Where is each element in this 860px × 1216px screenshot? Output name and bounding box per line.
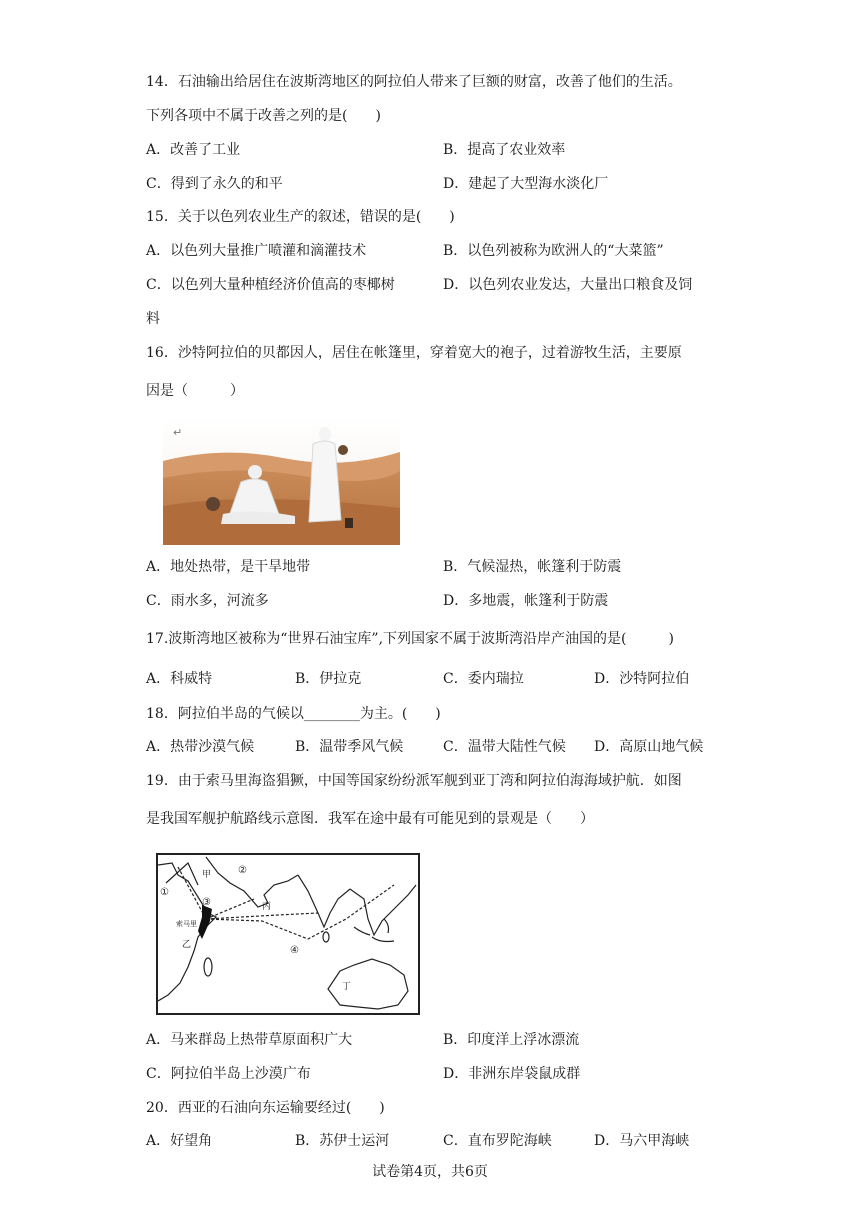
q15-option-c: C．以色列大量种植经济价值高的枣椰树 bbox=[146, 277, 395, 293]
q17-option-a: A．科威特 bbox=[146, 671, 213, 687]
q16-stem-line1: 16．沙特阿拉伯的贝都因人，居住在帐篷里，穿着宽大的袍子，过着游牧生活，主要原 bbox=[146, 345, 682, 361]
map-label-jia: 甲 bbox=[202, 870, 212, 880]
q16-stem-line2: 因是（ ） bbox=[146, 383, 244, 399]
q16-option-d: D．多地震，帐篷利于防震 bbox=[443, 593, 609, 609]
bedouin-desert-photo bbox=[163, 416, 400, 545]
q20-option-b: B．苏伊士运河 bbox=[295, 1133, 390, 1149]
q19-option-b: B．印度洋上浮冰漂流 bbox=[443, 1032, 580, 1048]
q14-stem-line2: 下列各项中不属于改善之列的是( ) bbox=[146, 108, 381, 124]
q14-stem-line1: 14．石油输出给居住在波斯湾地区的阿拉伯人带来了巨额的财富，改善了他们的生活。 bbox=[146, 74, 682, 90]
q19-option-c: C．阿拉伯半岛上沙漠广布 bbox=[146, 1066, 311, 1082]
map-label-ding: 丁 bbox=[342, 982, 352, 992]
q15-option-d-wrap: 料 bbox=[146, 311, 160, 327]
map-label-n2: ② bbox=[238, 865, 247, 876]
map-label-somalia: 索马里 bbox=[176, 920, 197, 928]
q18-option-b: B．温带季风气候 bbox=[295, 739, 404, 755]
map-label-n1: ① bbox=[160, 887, 169, 898]
q15-option-d: D．以色列农业发达，大量出口粮食及饲 bbox=[443, 277, 693, 293]
q17-option-b: B．伊拉克 bbox=[295, 671, 362, 687]
q20-stem: 20．西亚的石油向东运输要经过( ) bbox=[146, 1100, 385, 1116]
q19-stem-line2: 是我国军舰护航路线示意图．我军在途中最有可能见到的景观是（ ） bbox=[146, 811, 594, 827]
q16-option-a: A．地处热带，是干旱地带 bbox=[146, 559, 311, 575]
q20-option-c: C．直布罗陀海峡 bbox=[443, 1133, 552, 1149]
q18-stem: 18．阿拉伯半岛的气候以________为主。( ) bbox=[146, 706, 441, 722]
q14-option-b: B．提高了农业效率 bbox=[443, 142, 566, 158]
q14-option-a: A．改善了工业 bbox=[146, 142, 241, 158]
map-label-yi: 乙 bbox=[182, 940, 192, 950]
escort-route-map bbox=[156, 853, 420, 1015]
q15-option-b: B．以色列被称为欧洲人的“大菜篮” bbox=[443, 243, 664, 259]
return-mark-icon: ↵ bbox=[173, 426, 183, 439]
q15-stem: 15．关于以色列农业生产的叙述，错误的是( ) bbox=[146, 209, 455, 225]
q20-option-d: D．马六甲海峡 bbox=[594, 1133, 690, 1149]
q17-option-c: C．委内瑞拉 bbox=[443, 671, 524, 687]
q19-option-a: A．马来群岛上热带草原面积广大 bbox=[146, 1032, 353, 1048]
q18-option-d: D．高原山地气候 bbox=[594, 739, 704, 755]
q16-option-b: B．气候湿热，帐篷利于防震 bbox=[443, 559, 622, 575]
q17-stem: 17.波斯湾地区被称为“世界石油宝库”,下列国家不属于波斯湾沿岸产油国的是( ) bbox=[146, 631, 674, 647]
q15-option-a: A．以色列大量推广喷灌和滴灌技术 bbox=[146, 243, 367, 259]
q19-stem-line1: 19．由于索马里海盗猖獗，中国等国家纷纷派军舰到亚丁湾和阿拉伯海海域护航．如图 bbox=[146, 773, 682, 789]
map-label-bing: 丙 bbox=[262, 902, 272, 912]
map-label-n4: ④ bbox=[290, 945, 299, 956]
q18-option-a: A．热带沙漠气候 bbox=[146, 739, 255, 755]
q14-option-c: C．得到了永久的和平 bbox=[146, 176, 283, 192]
q14-option-d: D．建起了大型海水淡化厂 bbox=[443, 176, 609, 192]
q17-option-d: D．沙特阿拉伯 bbox=[594, 671, 690, 687]
q19-option-d: D．非洲东岸袋鼠成群 bbox=[443, 1066, 581, 1082]
page-footer: 试卷第4页，共6页 bbox=[372, 1164, 488, 1180]
q18-option-c: C．温带大陆性气候 bbox=[443, 739, 566, 755]
map-label-n3: ③ bbox=[202, 897, 211, 908]
q16-option-c: C．雨水多，河流多 bbox=[146, 593, 269, 609]
q20-option-a: A．好望角 bbox=[146, 1133, 213, 1149]
